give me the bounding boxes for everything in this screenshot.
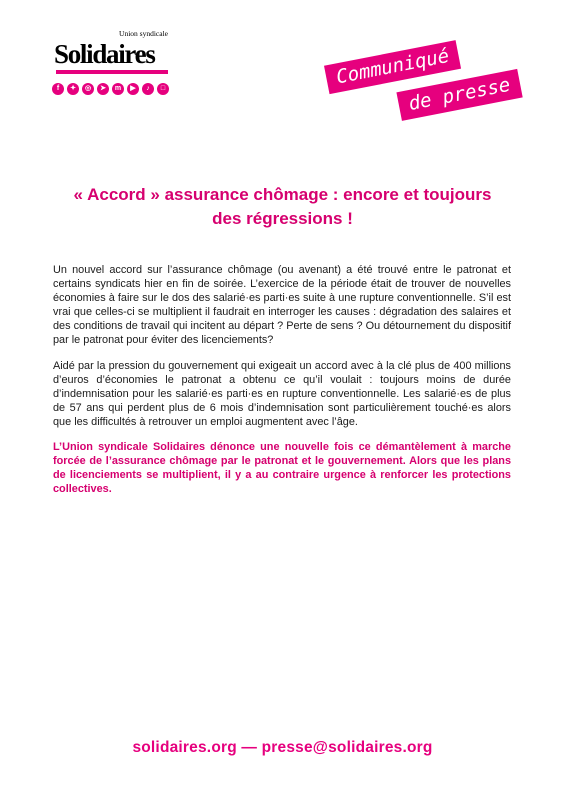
tiktok-icon[interactable]: ♪ — [142, 83, 154, 95]
paragraph-2: Aidé par la pression du gouvernement qui exigeait un accord avec à la clé plus de 400 millions d’euros d’économies le patronat a obtenu ce qu’il voulait : toujours moins de durée d’indemnisation pour les salarié·es parti·es en rupture conventionnelle. Les salarié·es de plus de 57 ans qui perdent plus de 6 mois d’indemnisation sont particulièrement touché·es alors que les difficultés à retrouver un emploi augmentent avec l’âge. — [53, 359, 511, 428]
paragraph-3-highlight: L’Union syndicale Solidaires dénonce une nouvelle fois ce démantèlement à marche forcée de l’assurance chômage par le patronat et le gouvernement. Alors que les plans de licenciements se multiplient, il y a au contraire urgence à renforcer les protections collectives. — [53, 441, 511, 496]
page-title: « Accord » assurance chômage : encore et toujours des régressions ! — [73, 185, 492, 228]
press-release-stamp — [317, 23, 522, 153]
instagram-icon[interactable]: ◎ — [82, 83, 94, 95]
logo-underline — [56, 70, 168, 74]
bluesky-icon[interactable]: ✦ — [67, 83, 79, 95]
stamp-line-1: Communiqué — [324, 40, 461, 94]
stamp-line-2: de presse — [396, 69, 522, 121]
facebook-icon[interactable]: f — [52, 83, 64, 95]
body-text — [53, 263, 511, 507]
footer-contact[interactable]: solidaires.org — presse@solidaires.org — [132, 739, 433, 756]
paragraph-1: Un nouvel accord sur l’assurance chômage (ou avenant) a été trouvé entre le patronat et certains syndicats hier en fin de soirée. L’exercice de la période était de trouver de nouvelles économies à faire sur le dos des salarié·es parti·es suite à une rupture conventionnelle. S’il est vrai que celles-ci se multiplient il faudrait en interroger les causes : dégradation des salaires et des conditions de travail qui incitent au départ ? Perte de sens ? Ou détournement du dispositif par le patronat pour éviter des licenciements? — [53, 264, 511, 347]
logo-name: Solidaires — [54, 39, 155, 69]
social-icons — [52, 83, 169, 95]
mastodon-icon[interactable]: m — [112, 83, 124, 95]
logo-subtitle: Union syndicale — [119, 29, 168, 38]
telegram-icon[interactable]: ➤ — [97, 83, 109, 95]
youtube-icon[interactable]: ▶ — [127, 83, 139, 95]
twitch-icon[interactable]: □ — [157, 83, 169, 95]
